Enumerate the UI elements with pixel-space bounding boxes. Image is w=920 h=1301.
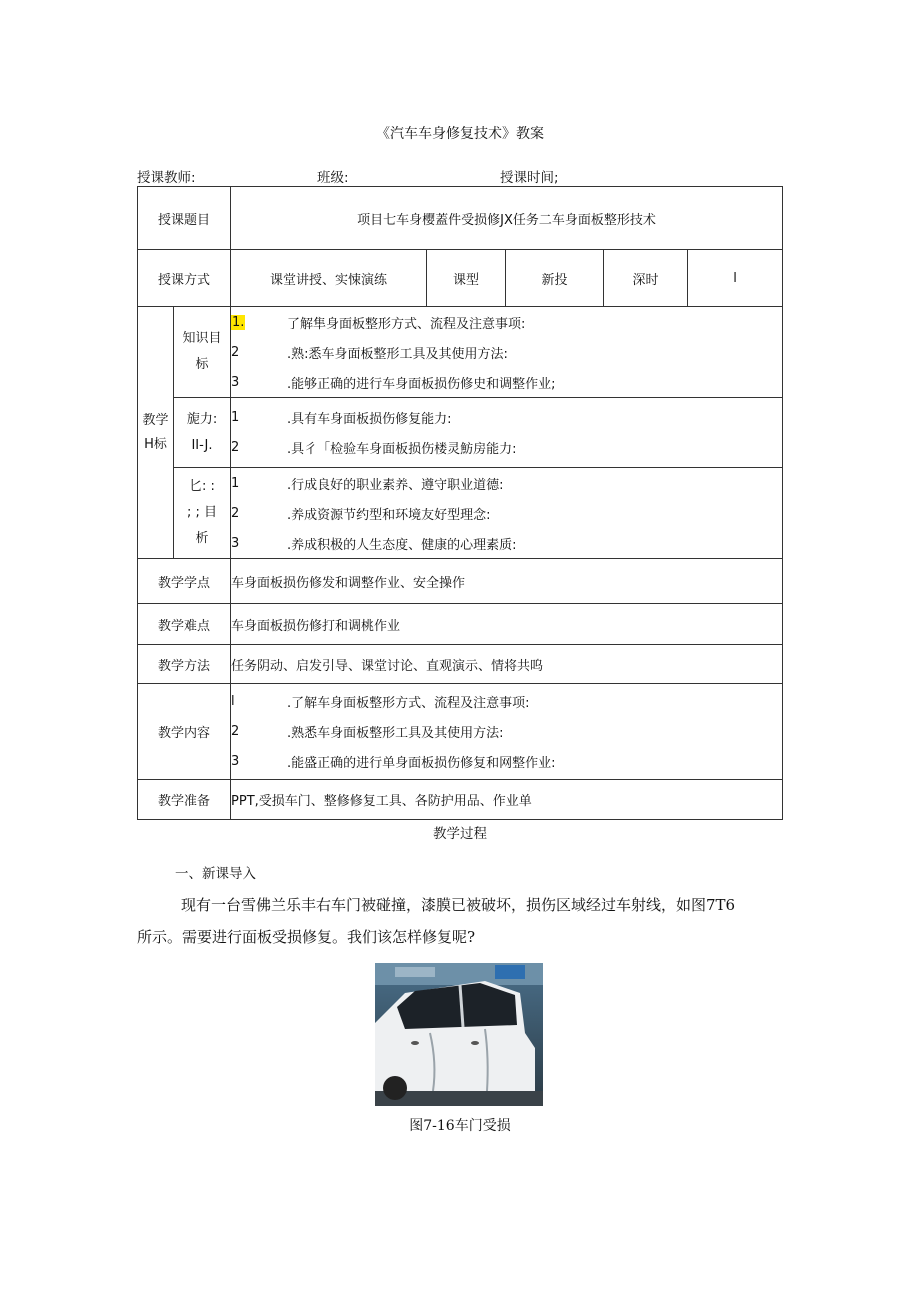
quality-row [138,468,783,559]
content-items [231,684,783,780]
teaching-method-value: 任务阴动、启发引导、课堂讨论、直观演示、情将共呜 [231,645,783,684]
key-label: 教学学点 [138,559,231,604]
key-value: 车身面板损伤修发和调整作业、安全操作 [231,559,783,604]
teaching-method-row [138,645,783,684]
process-title: 教学过程 [433,826,487,842]
topic-row [138,187,783,250]
highlight-mark: 1. [232,314,245,330]
intro-paragraph-line1: 现有一台雪佛兰乐丰右车门被碰撞，漆膜已被破坏，损伤区域经过车射线，如图7T6 [181,896,736,914]
figure-caption: 图7-16车门受损 [409,1118,511,1134]
class-label: 班级: [317,170,349,186]
prep-row [138,780,783,820]
list-item: 1 .行成良好的职业素养、遵守职业道德: [231,475,504,493]
topic-value: 项目七车身樱蓋件受损修JX任务二车身面板整形技术 [231,187,783,250]
list-item: 2 .熟悉车身面板整形工具及其使用方法: [231,724,504,741]
list-item: 1. 了解隼身面板整形方式、流程及注意事项: [232,314,526,332]
damaged-car-door-photo [375,963,543,1106]
teacher-label: 授课教师: [137,170,196,186]
quality-label: 匕: : ; ; 目 析 [174,468,231,559]
list-item: 1 .具有车身面板损伤修复能力: [231,410,452,427]
knowledge-label: 知识目 标 [174,307,231,398]
list-item: 3 .养成积极的人生态度、健康的心理素质: [231,535,517,553]
lesson-plan-table [137,186,783,820]
type-label: 课型 [427,250,506,307]
time-label: 授课时间; [500,170,559,186]
list-item: 3 .能够正确的进行车身面板损伤修史和调整作业; [231,374,556,392]
method-value: 课堂讲授、实悚演练 [231,250,427,307]
goals-label: 教学 H标 [138,307,174,559]
teaching-method-label: 教学方法 [138,645,231,684]
list-item: l .了解车身面板整形方式、流程及注意事项: [231,694,530,711]
content-label: 教学内容 [138,684,231,780]
prep-label: 教学准备 [138,780,231,820]
quality-items [231,468,783,559]
topic-label: 授课题目 [138,187,231,250]
difficult-label: 教学难点 [138,604,231,645]
list-item: 2 .具彳「检验车身面板损伤楼灵魴房能力: [231,440,517,457]
ability-items [231,398,783,468]
type-value: 新投 [506,250,604,307]
intro-paragraph-line2: 所示。需要进行面板受损修复。我们该怎样修复呢? [137,928,476,946]
content-row [138,684,783,780]
difficult-value: 车身面板损伤修打和调桃作业 [231,604,783,645]
hours-label: 深时 [604,250,688,307]
prep-value: PPT,受损车门、整修修复工具、各防护用品、作业单 [231,780,783,820]
knowledge-items [231,307,783,398]
method-label: 授课方式 [138,250,231,307]
list-item: 2 .养成资源节约型和环境友好型理念: [231,505,491,523]
list-item: 3 .能盛正确的进行单身面板损伤修复和网整作业: [231,754,556,771]
method-row [138,250,783,307]
ability-label: 旎力: II-J. [174,398,231,468]
ability-row [138,398,783,468]
key-row [138,559,783,604]
difficult-row [138,604,783,645]
knowledge-row [138,307,783,398]
doc-title: 《汽车车身修复技术》教案 [376,126,544,142]
car-photo-illustration [375,963,543,1106]
list-item: 2 .熟:悉车身面板整形工具及其使用方法: [231,344,508,362]
hours-value: l [688,250,783,307]
section-title: 一、新课导入 [175,866,256,882]
